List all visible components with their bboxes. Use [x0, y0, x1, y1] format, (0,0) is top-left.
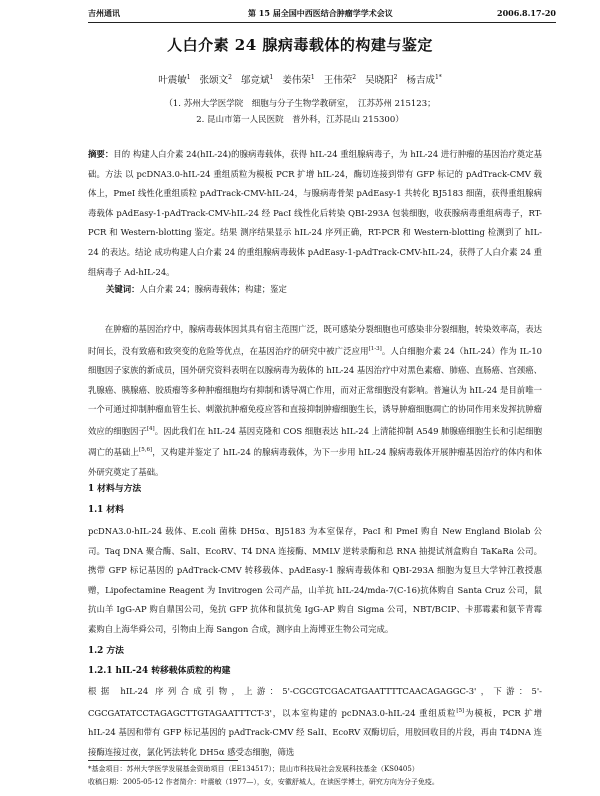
header-rule: [88, 22, 556, 23]
abstract: [88, 145, 542, 282]
author: 吴晓阳$^2$: [365, 73, 398, 86]
author-list: [0, 72, 600, 86]
footnote-rule: [88, 760, 238, 761]
subsection-heading-materials: 1.1 材料: [88, 505, 124, 515]
abstract-label: 摘要：: [88, 149, 114, 159]
keywords-text: 人白介素 24；腺病毒载体；构建；鉴定: [139, 284, 287, 294]
citation[interactable]: [4]: [146, 425, 155, 432]
header-date: 2006.8.17-20: [497, 8, 556, 18]
header-left: 吉州通讯: [88, 8, 120, 18]
author: 王伟荣$^2$: [323, 73, 357, 86]
citation[interactable]: [5]: [456, 707, 465, 714]
author: 杨吉成$^{1*}$: [406, 73, 442, 86]
header-conference: 第 15 届全国中西医结合肿瘤学学术会议: [248, 8, 393, 18]
running-header: [88, 8, 556, 22]
author: 张颂文$^2$: [199, 73, 232, 86]
citation[interactable]: [5,6]: [139, 447, 153, 454]
methods-paragraph: 根据 hIL-24 序列合成引物，上游：5'-CGCGTCGACATGAATTTTCAACAGAGGC-3'，下游：5'-CGCGATATCCTAGAGCTTGTAGAATTTCT-3'，以本室构建的 pcDNA3.0-hIL-24 重组质粒[5]为模板，PCR 扩增 hIL-24 基因和带有 GFP 标记基因的 pAdTrack-CMV 经 SalI、EcoRV 双酶切后，用胶回收目的片段，再由 T4DNA 连接酶连接过夜，氯化钙法转化 DH5α 感受态细胞，筛选: [88, 686, 543, 757]
affiliation-1: （1. 苏州大学医学院 细胞与分子生物学教研室， 江苏苏州 215123；: [164, 99, 436, 109]
paper-title: 人白介素 24 腺病毒载体的构建与鉴定: [167, 36, 433, 54]
subsubsection-heading-vector-construction: 1.2.1 hIL-24 转移载体质粒的构建: [88, 666, 231, 676]
section-heading-materials-methods: 1 材料与方法: [88, 484, 142, 494]
author: 叶震敏$^1$: [158, 73, 191, 86]
citation[interactable]: [1-3]: [368, 345, 382, 352]
abstract-text: 目的 构建人白介素 24(hIL-24)的腺病毒载体，获得 hIL-24 重组腺病毒子，为 hIL-24 进行肿瘤的基因治疗奠定基础。方法 以 pcDNA3.0-hIL-24 重组质粒为模板 PCR 扩增 hIL-24，酶切连接到带有 GFP 标记的 pAdTrack-CMV 载体上，PmeI 线性化重组质粒 pAdTrack-CMV-hIL-24，与腺病毒骨架 pAdEasy-1 共转化 BJ5183 细菌，获得重组腺病毒载体 pAdEasy-1-pAdTrack-CMV-hIL-24 经 PacI 线性化后转染 QBI-293A 包装细胞，收获腺病毒重组病毒子，RT-PCR 和 Western-blotting 鉴定。结果 测序结果显示 hIL-24 序列正确，RT-PCR 和 Western-blotting 检测到了 hIL-24 的表达。结论 成功构建人白介素 24 的重组腺病毒载体 pAdEasy-1-pAdTrack-CMV-hIL-24，获得了人白介素 24 重组病毒子 Ad-hIL-24。: [88, 149, 542, 277]
author: 邬竞斌$^1$: [240, 73, 274, 86]
footnote-received-author: 收稿日期：2005-05-12 作者简介：叶震敏（1977—），女，安徽舒城人，在读医学博士，研究方向为分子免疫。: [88, 778, 439, 786]
keywords: [106, 283, 287, 295]
affiliation-2: 2. 昆山市第一人民医院 普外科，江苏昆山 215300）: [196, 115, 404, 125]
author: 姜伟荣$^1$: [282, 73, 315, 86]
keywords-label: 关键词：: [106, 284, 140, 294]
footnote-funding: *基金项目：苏州大学医学发展基金资助项目（EE134517）；昆山市科技局社会发展科技基金（KS0405）: [88, 765, 419, 773]
subsection-heading-methods: 1.2 方法: [88, 646, 124, 656]
materials-paragraph: pcDNA3.0-hIL-24 载体、E.coli 菌株 DH5α、BJ5183 为本室保存，PacI 和 PmeI 购自 New England Biolab 公司。Taq DNA 聚合酶、SalI、EcoRV、T4 DNA 连接酶、MMLV 逆转录酶和总 RNA 抽提试剂盒购自 TaKaRa 公司。携带 GFP 标记基因的 pAdTrack-CMV 转移载体、pAdEasy-1 腺病毒载体和 QBI-293A 细胞为复旦大学钟江教授惠赠，Lipofectamine Reagent 为 Invitrogen 公司产品，山羊抗 hIL-24/mda-7(C-16)抗体购自 Santa Cruz 公司，鼠抗山羊 IgG-AP 购自鼎国公司，兔抗 GFP 抗体和鼠抗兔 IgG-AP 购自 Sigma 公司，NBT/BCIP、卡那霉素和氨苄青霉素购自上海华舜公司，引物由上海 Sangon 合成，测序由上海博亚生物公司完成。: [88, 526, 542, 634]
introduction-paragraph: 在肿瘤的基因治疗中，腺病毒载体因其具有宿主范围广泛，既可感染分裂细胞也可感染非分裂细胞，转染效率高，表达时间长，没有致癌和致突变的危险等优点，在基因治疗的研究中被广泛应用[1-3]。人白细胞介素 24（hIL-24）作为 IL-10 细胞因子家族的新成员，国外研究资料表明在以腺病毒为载体的 hIL-24 基因治疗中对黑色素瘤、肺癌、直肠癌、宫颈癌、乳腺癌、胰腺癌、胶质瘤等多种肿瘤细胞均有抑制和诱导凋亡作用，而对正常细胞没有影响。普遍认为 hIL-24 是目前唯一一个可通过抑制肿瘤血管生长、刺激抗肿瘤免疫应答和直接抑制肿瘤细胞生长，诱导肿瘤细胞凋亡的协同作用来发挥抗肿瘤效应的细胞因子[4]。因此我们在 hIL-24 基因克隆和 COS 细胞表达 hIL-24 上清能抑制 A549 肺腺癌细胞生长和引起细胞凋亡的基础上[5,6]，又构建并鉴定了 hIL-24 的腺病毒载体，为下一步用 hIL-24 腺病毒载体开展肿瘤基因治疗的体内和体外研究奠定了基础。: [88, 324, 543, 477]
